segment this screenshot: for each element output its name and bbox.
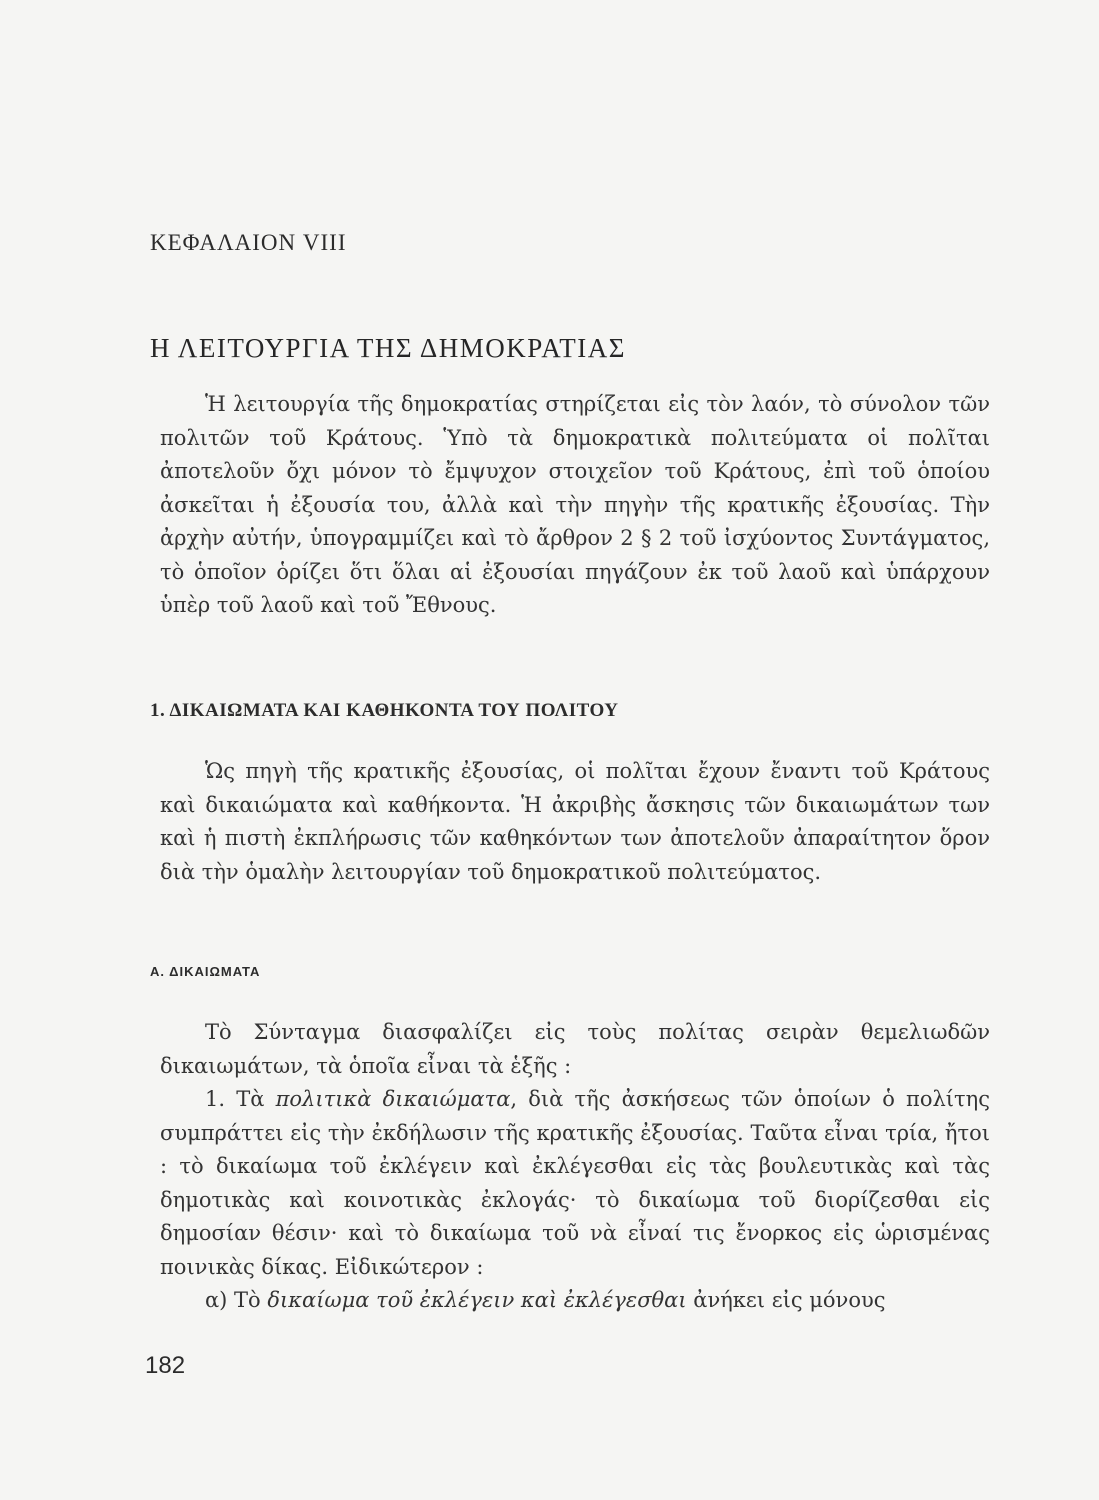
constitution-paragraph: Τὸ Σύνταγμα διασφαλίζει εἰς τοὺς πολίτας σειρὰν θεμελιωδῶν δικαιωμάτων, τὰ ὁποῖα εἶναι τὰ ἑξῆς : — [160, 1020, 990, 1078]
political-rights-item — [160, 1083, 990, 1284]
political-rights-term: πολιτικὰ δικαιώματα — [275, 1087, 511, 1111]
chapter-title: Η ΛΕΙΤΟΥΡΓΙΑ ΤΗΣ ΔΗΜΟΚΡΑΤΙΑΣ — [150, 333, 626, 363]
right-to-vote-text: ἀνήκει εἰς μόνους — [686, 1288, 886, 1312]
rights-duties-paragraph: Ὡς πηγὴ τῆς κρατικῆς ἐξουσίας, οἱ πολῖται ἔχουν ἔναντι τοῦ Κράτους καὶ δικαιώματα καὶ καθήκοντα. Ἡ ἀκριβὴς ἄσκησις τῶν δικαιωμάτων των καὶ ἡ πιστὴ ἐκπλήρωσις τῶν καθηκόντων των ἀποτελοῦν ἀπαραίτητον ὅρον διὰ τὴν ὁμαλὴν λειτουργίαν τοῦ δημοκρατικοῦ πολιτεύματος. — [160, 759, 990, 884]
right-to-vote-label: α) Τὸ — [205, 1288, 261, 1312]
section-heading-rights-duties: 1. ΔΙΚΑΙΩΜΑΤΑ ΚΑΙ ΚΑΘΗΚΟΝΤΑ ΤΟΥ ΠΟΛΙΤΟΥ — [150, 700, 619, 721]
subheading-rights: Α. ΔΙΚΑΙΩΜΑΤΑ — [150, 964, 261, 979]
political-rights-number: 1. Τὰ — [205, 1087, 265, 1111]
intro-paragraph-block — [160, 388, 990, 623]
page-number: 182 — [145, 1352, 186, 1379]
right-to-vote-term: δικαίωμα τοῦ ἐκλέγειν καὶ ἐκλέγεσθαι — [267, 1288, 687, 1312]
right-to-vote-item — [160, 1284, 990, 1318]
constitution-rights-block — [160, 1016, 990, 1318]
intro-paragraph: Ἡ λειτουργία τῆς δημοκρατίας στηρίζεται εἰς τὸν λαόν, τὸ σύνολον τῶν πολιτῶν τοῦ Κράτους. Ὑπὸ τὰ δημοκρατικὰ πολιτεύματα οἱ πολῖται ἀποτελοῦν ὄχι μόνον τὸ ἔμψυχον στοιχεῖον τοῦ Κράτους, ἐπὶ τοῦ ὁποίου ἀσκεῖται ἡ ἐξουσία του, ἀλλὰ καὶ τὴν πηγὴν τῆς κρατικῆς ἐξουσίας. Τὴν ἀρχὴν αὐτήν, ὑπογραμμίζει καὶ τὸ ἄρθρον 2 § 2 τοῦ ἰσχύοντος Συντάγματος, τὸ ὁποῖον ὁρίζει ὅτι ὅλαι αἱ ἐξουσίαι πηγάζουν ἐκ τοῦ λαοῦ καὶ ὑπάρχουν ὑπὲρ τοῦ λαοῦ καὶ τοῦ Ἔθνους. — [160, 392, 990, 617]
rights-duties-paragraph-block — [160, 755, 990, 889]
political-rights-text: , διὰ τῆς ἀσκήσεως τῶν ὁποίων ὁ πολίτης συμπράττει εἰς τὴν ἐκδήλωσιν τῆς κρατικῆς ἐξουσίας. Ταῦτα εἶναι τρία, ἤτοι : τὸ δικαίωμα τοῦ ἐκλέγειν καὶ ἐκλέγεσθαι εἰς τὰς βουλευτικὰς καὶ τὰς δημοτικὰς καὶ κοινοτικὰς ἐκλογάς· τὸ δικαίωμα τοῦ διορίζεσθαι εἰς δημοσίαν θέσιν· καὶ τὸ δικαίωμα τοῦ νὰ εἶναί τις ἔνορκος εἰς ὡρισμένας ποινικὰς δίκας. Εἰδικώτερον : — [160, 1087, 990, 1279]
chapter-label: ΚΕΦΑΛΑΙΟΝ VIII — [150, 230, 347, 255]
